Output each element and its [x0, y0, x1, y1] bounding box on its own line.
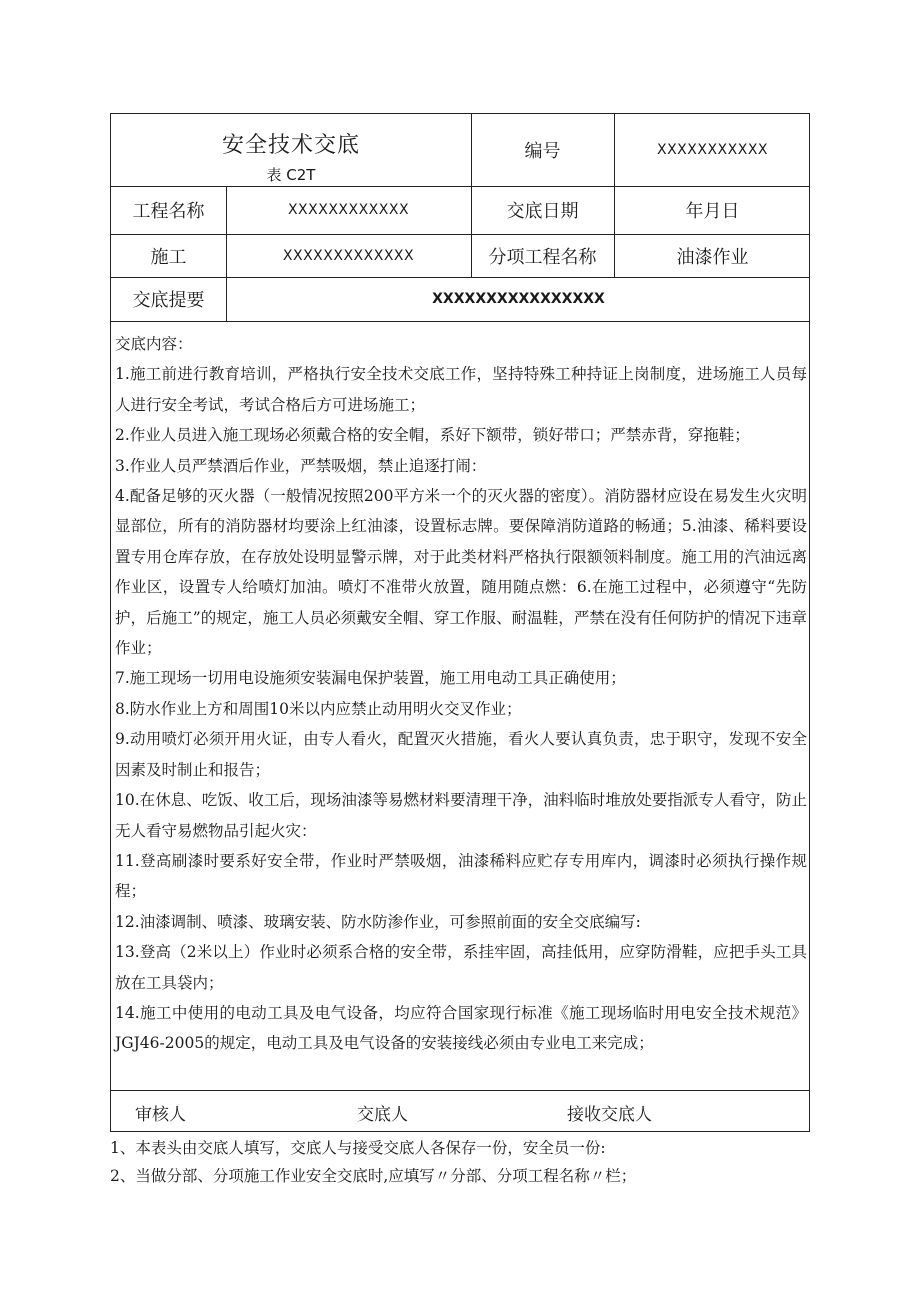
summary-label: 交底提要 — [132, 290, 205, 311]
content-item: 2.作业人员进入施工现场必须戴合格的安全帽，系好下额带，锁好带口；严禁赤背，穿拖鞋； — [115, 426, 750, 445]
disclosure-date-label: 交底日期 — [506, 201, 579, 222]
content-item: 11.登高刷漆时要系好安全带，作业时严禁吸烟，油漆稀料应贮存专用库内，调漆时必须执行操作规程； — [115, 851, 807, 901]
disclosure-date-value: 年月日 — [685, 201, 740, 222]
content-item: 12.油漆调制、喷漆、玻璃安装、防水防渗作业，可参照前面的安全交底编写: — [115, 912, 641, 931]
code-value: XXXXXXXXXXX — [657, 142, 768, 158]
title-cell — [111, 114, 471, 186]
discloser-label: 交底人 — [357, 1105, 408, 1125]
code-label: 编号 — [524, 141, 561, 162]
content-heading: 交底内容： — [115, 335, 193, 353]
reviewer-label: 审核人 — [135, 1105, 186, 1125]
summary-value: XXXXXXXXXXXXXXXX — [432, 291, 605, 307]
content-item: 14.施工中使用的电动工具及电气设备，均应符合国家现行标准《施工现场临时用电安全技术规范》JGJ46-2005的规定，电动工具及电气设备的安装接线必须由专业电工来完成； — [115, 1003, 807, 1053]
subitem-name-value: 油漆作业 — [676, 246, 749, 268]
content-item: 13.登高（2米以上）作业时必须系合格的安全带，系挂牢固，高挂低用，应穿防滑鞋，应把手头工具放在工具袋内； — [115, 943, 807, 992]
construction-label: 施工 — [150, 246, 187, 268]
disclosure-content — [111, 321, 811, 1091]
content-item: 10.在休息、吃饭、收工后，现场油漆等易燃材料要清理干净，油料临时堆放处要指派专人看守，防止无人看守易燃物品引起火灾： — [115, 791, 807, 840]
footnote: 2、当做分部、分项施工作业安全交底时,应填写〃分部、分项工程名称〃栏； — [110, 1167, 637, 1185]
project-name-label: 工程名称 — [132, 201, 205, 222]
project-name-value: XXXXXXXXXXXX — [287, 202, 410, 218]
footnote: 1、本表头由交底人填写，交底人与接受交底人各保存一份，安全员一份: — [110, 1139, 606, 1157]
content-item: 7.施工现场一切用电设施须安装漏电保护装置，施工用电动工具正确使用； — [115, 669, 626, 688]
content-item: 8.防水作业上方和周围10米以内应禁止动用明火交叉作业； — [115, 699, 522, 718]
construction-value: XXXXXXXXXXXXX — [282, 247, 415, 264]
footnotes — [110, 1134, 810, 1190]
form-number: 表 C2T — [266, 166, 316, 184]
signature-row — [111, 1090, 811, 1132]
content-item: 9.动用喷灯必须开用火证，由专人看火，配置灭火措施，看火人要认真负责，忠于职守，发现不安全因素及时制止和报告； — [115, 730, 807, 779]
content-item: 1.施工前进行教育培训，严格执行安全技术交底工作，坚持特殊工种持证上岗制度，进场施工人员每人进行安全考试，考试合格后方可进场施工； — [115, 365, 807, 414]
content-item: 4.配备足够的灭火器（一般情况按照200平方米一个的灭火器的密度）。消防器材应设在易发生火灾明显部位，所有的消防器材均要涂上红油漆，设置标志牌。要保障消防道路的畅通；5.油漆、稀料要设置专用仓库存放，在存放处设明显警示牌，对于此类材料严格执行限额领料制度。施工用的汽油远离作业区，设置专人给喷灯加油。喷灯不准带火放置，随用随点燃：6.在施工过程中，必须遵守“先防护，后施工”的规定，施工人员必须戴安全帽、穿工作服、耐温鞋，严禁在没有任何防护的情况下违章作业； — [115, 487, 807, 658]
form-title: 安全技术交底 — [221, 133, 360, 158]
content-item: 3.作业人员严禁酒后作业，严禁吸烟，禁止追逐打闹： — [115, 456, 487, 475]
safety-disclosure-form — [110, 113, 810, 1132]
subitem-name-label: 分项工程名称 — [488, 246, 597, 268]
receiver-label: 接收交底人 — [567, 1105, 652, 1125]
